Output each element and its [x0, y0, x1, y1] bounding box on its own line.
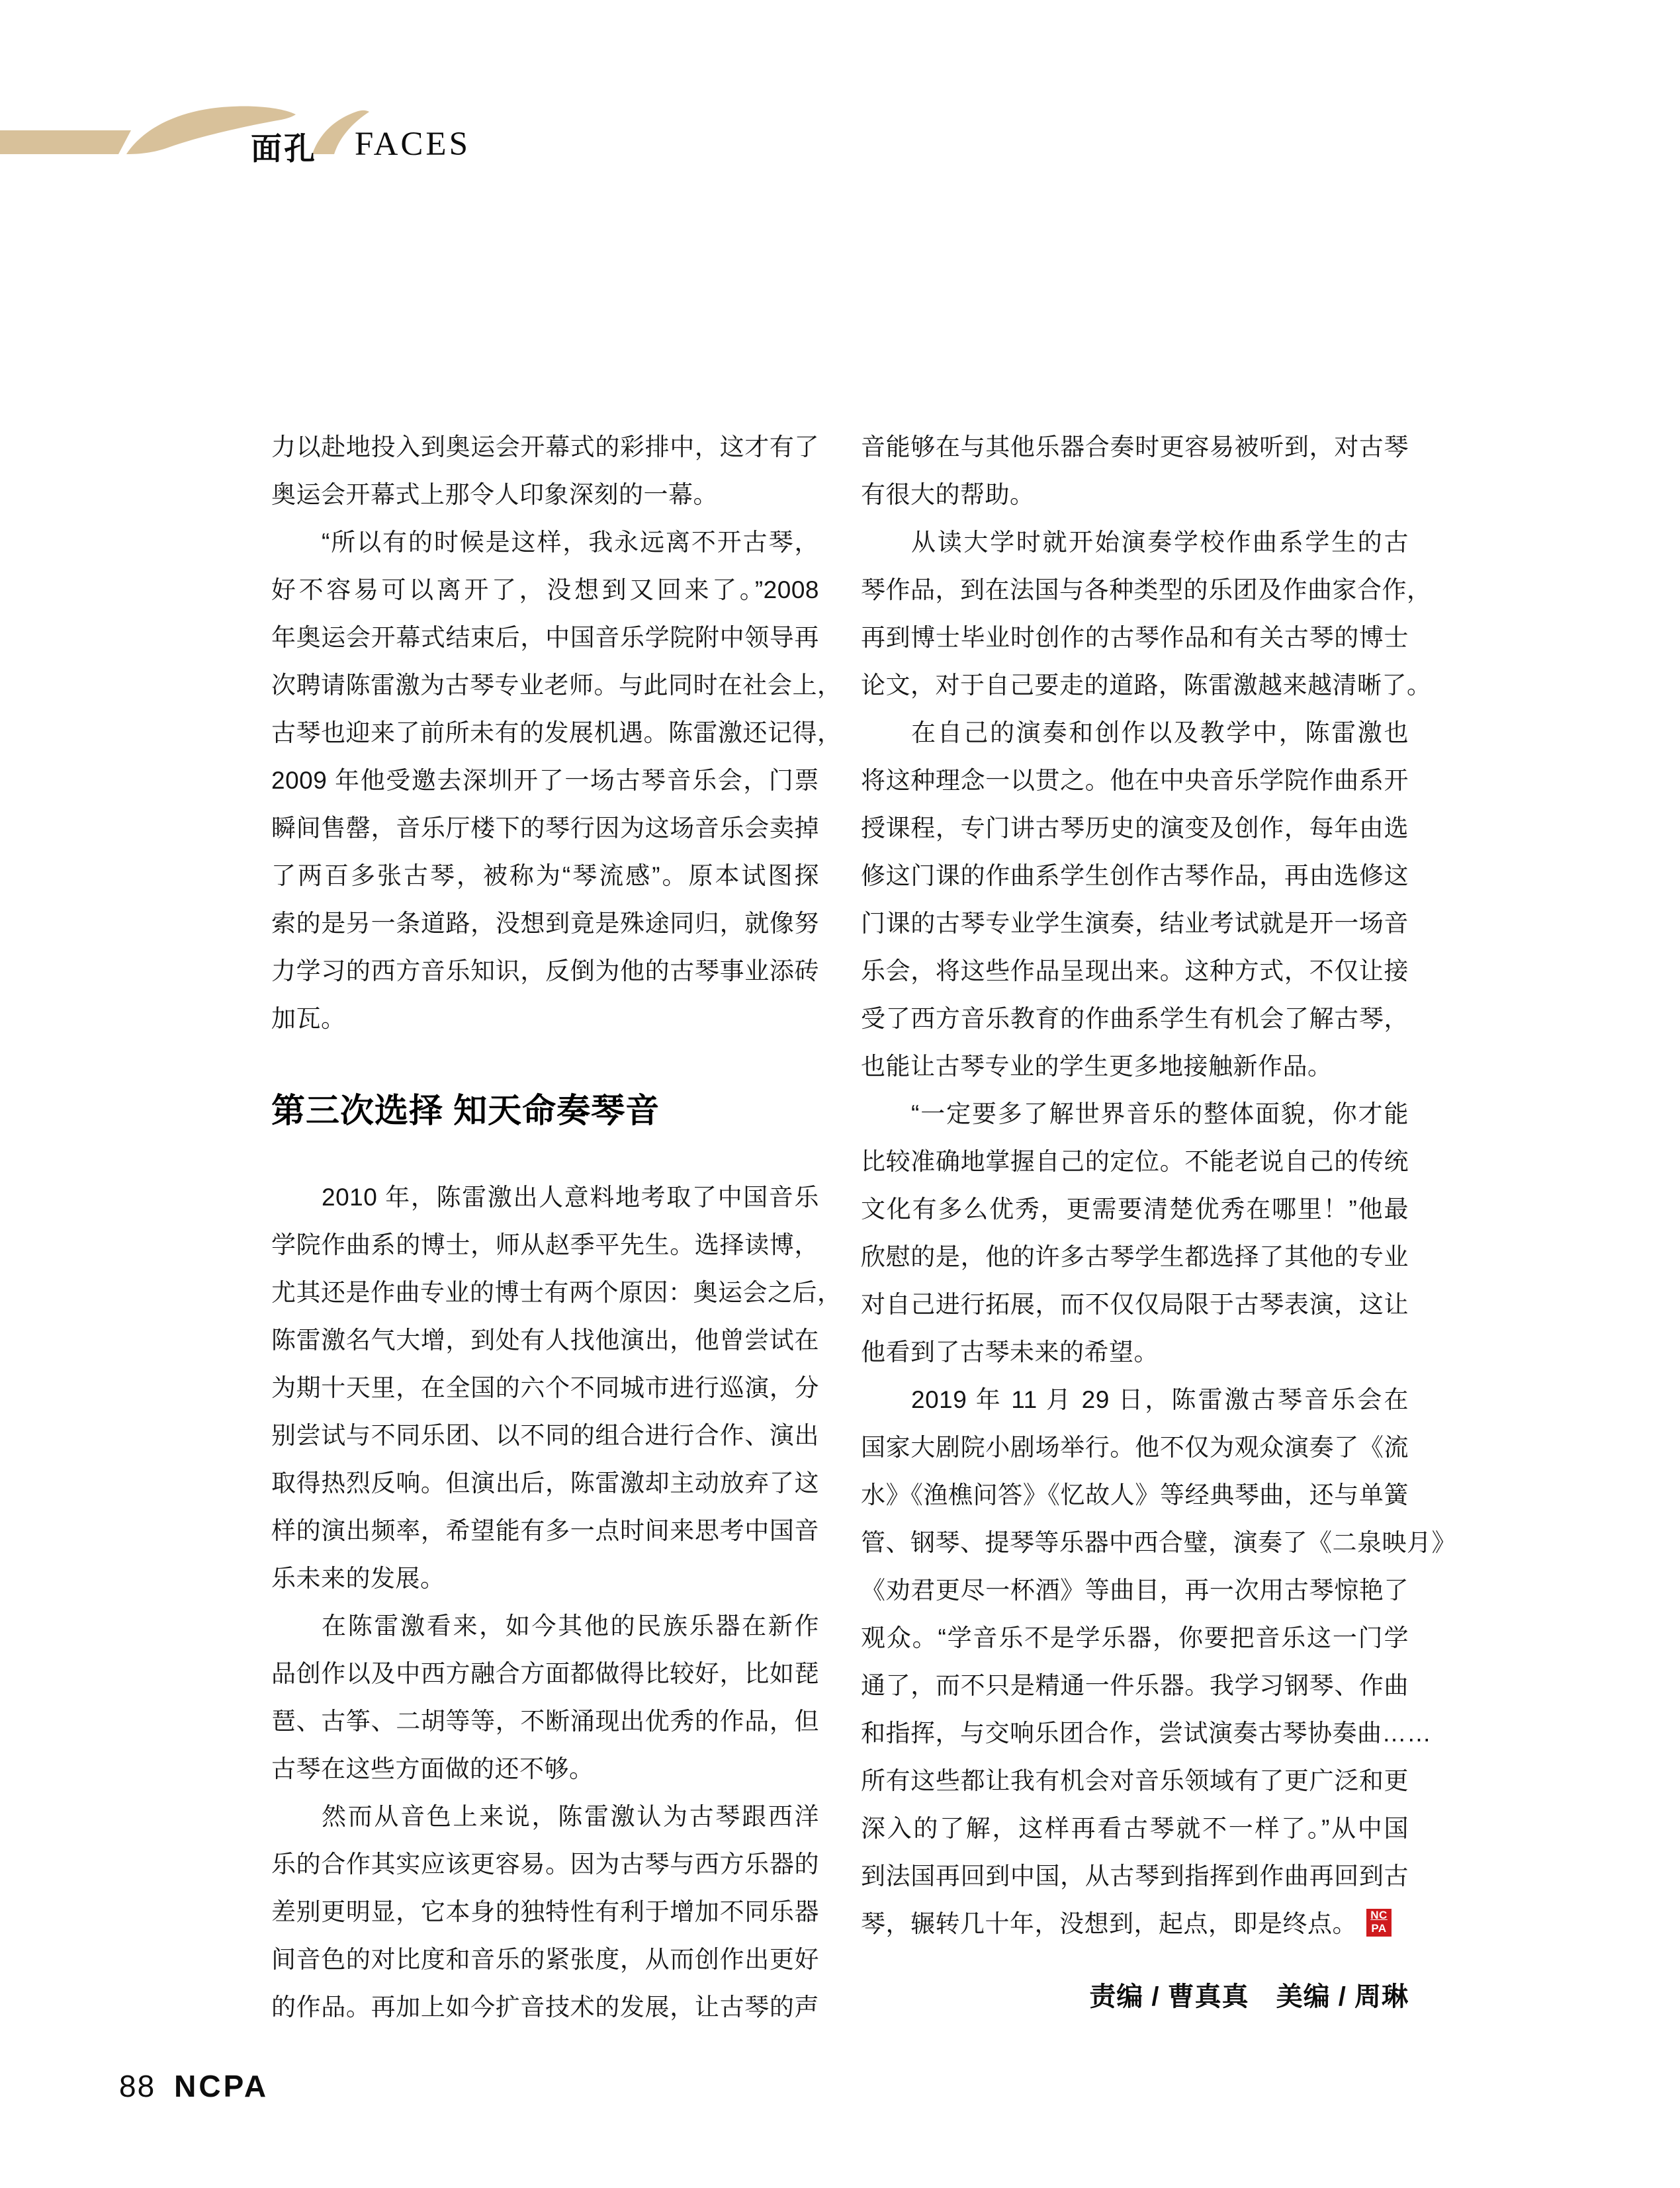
- text-line: 加瓦。: [271, 1005, 346, 1032]
- page-number: 88: [119, 2069, 156, 2103]
- text-line: 《劝君更尽一杯酒》等曲目，再一次用古琴惊艳了: [861, 1577, 1409, 1604]
- text-line: 好不容易可以离开了，没想到又回来了。”2008: [271, 576, 819, 603]
- text-line: 受了西方音乐教育的作曲系学生有机会了解古琴，: [861, 1005, 1409, 1032]
- text-line: 琶、古筝、二胡等等，不断涌现出优秀的作品，但: [271, 1708, 819, 1735]
- text-line: 管、钢琴、提琴等乐器中西合璧，演奏了《二泉映月》: [861, 1529, 1456, 1556]
- ncpa-seal: [1366, 1909, 1392, 1937]
- text-line: 古琴在这些方面做的还不够。: [271, 1755, 594, 1782]
- text-line: 奥运会开幕式上那令人印象深刻的一幕。: [271, 481, 718, 508]
- page-footer: [119, 2068, 269, 2104]
- text-line: 然而从音色上来说，陈雷激认为古琴跟西洋: [322, 1803, 819, 1830]
- text-line: “一定要多了解世界音乐的整体面貌，你才能: [911, 1100, 1409, 1127]
- text-line: 力以赴地投入到奥运会开幕式的彩排中，这才有了: [271, 433, 819, 460]
- text-line: 瞬间售罄，音乐厅楼下的琴行因为这场音乐会卖掉: [271, 814, 819, 842]
- text-line: 观众。“学音乐不是学乐器，你要把音乐这一门学: [861, 1624, 1409, 1651]
- text-line: 再到博士毕业时创作的古琴作品和有关古琴的博士: [861, 624, 1409, 651]
- text-line: 授课程，专门讲古琴历史的演变及创作，每年由选: [861, 814, 1409, 842]
- text-line: 乐未来的发展。: [271, 1565, 445, 1592]
- text-line: 也能让古琴专业的学生更多地接触新作品。: [861, 1053, 1333, 1080]
- text-line: 样的演出频率，希望能有多一点时间来思考中国音: [271, 1517, 819, 1544]
- text-line: 和指挥，与交响乐团合作，尝试演奏古琴协奏曲……: [861, 1720, 1432, 1747]
- text-line: 次聘请陈雷激为古琴专业老师。与此同时在社会上，: [271, 672, 842, 699]
- text-line: 所有这些都让我有机会对音乐领域有了更广泛和更: [861, 1767, 1409, 1794]
- text-line: 取得热烈反响。但演出后，陈雷激却主动放弃了这: [271, 1469, 819, 1497]
- text-line: 2019 年 11 月 29 日，陈雷激古琴音乐会在: [911, 1386, 1409, 1413]
- text-line: 为期十天里，在全国的六个不同城市进行巡演，分: [271, 1374, 819, 1401]
- text-line: 从读大学时就开始演奏学校作曲系学生的古: [911, 529, 1409, 556]
- text-line: 品创作以及中西方融合方面都做得比较好，比如琵: [271, 1660, 819, 1687]
- text-line: 古琴也迎来了前所未有的发展机遇。陈雷激还记得，: [271, 719, 842, 746]
- text-line: 对自己进行拓展，而不仅仅局限于古琴表演，这让: [861, 1291, 1409, 1318]
- ncpa-seal-line1: NC: [1370, 1909, 1388, 1922]
- text-line: 文化有多么优秀，更需要清楚优秀在哪里！”他最: [861, 1196, 1409, 1223]
- text-line: 间音色的对比度和音乐的紧张度，从而创作出更好: [271, 1946, 819, 1973]
- text-line: 论文，对于自己要走的道路，陈雷激越来越清晰了。: [861, 672, 1432, 699]
- section-heading: 第三次选择 知天命奏琴音: [271, 1092, 660, 1129]
- text-line: 学院作曲系的博士，师从赵季平先生。选择读博，: [271, 1231, 819, 1258]
- section-title-en: FACES: [355, 126, 470, 163]
- text-line: 欣慰的是，他的许多古琴学生都选择了其他的专业: [861, 1243, 1409, 1270]
- text-line: 乐的合作其实应该更容易。因为古琴与西方乐器的: [271, 1851, 819, 1878]
- article-column-left: [271, 423, 842, 2031]
- text-line: 在自己的演奏和创作以及教学中，陈雷激也: [911, 719, 1409, 746]
- text-line: “所以有的时候是这样，我永远离不开古琴，: [322, 529, 819, 556]
- text-line: 尤其还是作曲专业的博士有两个原因：奥运会之后，: [271, 1279, 842, 1306]
- text-line: 差别更明显，它本身的独特性有利于增加不同乐器: [271, 1898, 819, 1925]
- text-line: 他看到了古琴未来的希望。: [861, 1338, 1159, 1366]
- text-line: 的作品。再加上如今扩音技术的发展，让古琴的声: [271, 1993, 819, 2021]
- text-line: 音能够在与其他乐器合奏时更容易被听到，对古琴: [861, 433, 1409, 460]
- text-line: 门课的古琴专业学生演奏，结业考试就是开一场音: [861, 910, 1409, 937]
- text-line: 索的是另一条道路，没想到竟是殊途同归，就像努: [271, 910, 819, 937]
- text-line: 深入的了解，这样再看古琴就不一样了。”从中国: [861, 1815, 1409, 1842]
- text-line: 国家大剧院小剧场举行。他不仅为观众演奏了《流: [861, 1434, 1409, 1461]
- text-line: 年奥运会开幕式结束后，中国音乐学院附中领导再: [271, 624, 819, 651]
- text-line: 琴，辗转几十年，没想到，起点，即是终点。 $\frac{NC}{PA}$: [861, 1900, 1409, 1948]
- text-line: 别尝试与不同乐团、以不同的组合进行合作、演出: [271, 1422, 819, 1449]
- ncpa-seal-line2: PA: [1371, 1922, 1387, 1935]
- header-swoosh-graphic: [0, 0, 503, 198]
- text-line: 陈雷激名气大增，到处有人找他演出，他曾尝试在: [271, 1327, 819, 1354]
- text-line: 2009 年他受邀去深圳开了一场古琴音乐会，门票: [271, 767, 819, 794]
- header-bar-shape: [0, 130, 131, 154]
- article-column-right: [861, 423, 1456, 1948]
- text-line: 力学习的西方音乐知识，反倒为他的古琴事业添砖: [271, 957, 819, 985]
- text-line: 比较准确地掌握自己的定位。不能老说自己的传统: [861, 1148, 1409, 1175]
- text-line: 乐会，将这些作品呈现出来。这种方式，不仅让接: [861, 957, 1409, 985]
- text-line: 将这种理念一以贯之。他在中央音乐学院作曲系开: [861, 767, 1409, 794]
- text-line: 通了，而不只是精通一件乐器。我学习钢琴、作曲: [861, 1672, 1409, 1699]
- editor-credits: 责编 / 曹真真 美编 / 周琳: [1089, 1982, 1409, 2011]
- section-title-cn: 面孔: [251, 131, 317, 166]
- text-line: 在陈雷激看来，如今其他的民族乐器在新作: [322, 1612, 819, 1640]
- text-line: 修这门课的作曲系学生创作古琴作品，再由选修这: [861, 862, 1409, 889]
- text-line: 有很大的帮助。: [861, 481, 1035, 508]
- brand-name: NCPA: [174, 2069, 269, 2103]
- text-line: 了两百多张古琴，被称为“琴流感”。原本试图探: [271, 862, 819, 889]
- text-line: 到法国再回到中国，从古琴到指挥到作曲再回到古: [861, 1862, 1409, 1890]
- text-line: 2010 年，陈雷激出人意料地考取了中国音乐: [322, 1184, 819, 1211]
- text-line: 水》《渔樵问答》《忆故人》等经典琴曲，还与单簧: [861, 1481, 1409, 1509]
- text-line: 琴作品，到在法国与各种类型的乐团及作曲家合作，: [861, 576, 1432, 603]
